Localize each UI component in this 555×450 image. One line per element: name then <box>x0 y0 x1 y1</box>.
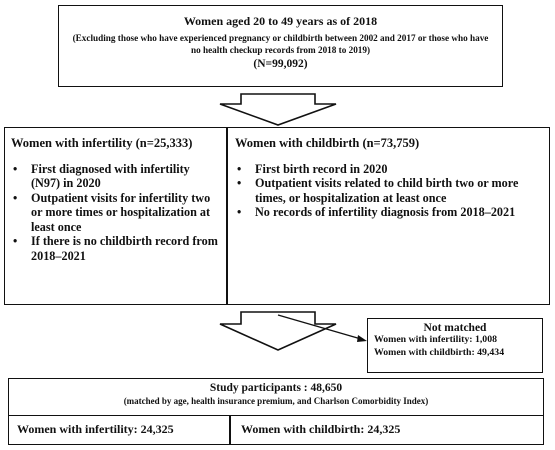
childbirth-criteria <box>235 162 545 220</box>
bullet: • <box>237 205 242 219</box>
population-exclusion-note: (Excluding those who have experienced pregnancy or childbirth between 2002 and 2017 or those who have no health checkup records from 2018 to 2019) <box>72 33 489 55</box>
bullet: • <box>237 176 242 190</box>
not-matched-title: Not matched <box>423 322 487 334</box>
infertility-criterion: • If there is no childbirth record from 2018–2021 <box>13 234 218 263</box>
study-participants-box <box>8 378 544 445</box>
study-infertility-count: Women with infertility: 24,325 <box>17 422 174 436</box>
study-childbirth-count: Women with childbirth: 24,325 <box>241 422 401 436</box>
not-matched-infertility: Women with infertility: 1,008 <box>374 334 497 345</box>
childbirth-criterion: • First birth record in 2020 <box>237 161 388 176</box>
childbirth-heading: Women with childbirth (n=73,759) <box>235 136 420 150</box>
infertility-criterion: • First diagnosed with infertility (N97) in 2020 <box>13 161 190 190</box>
down-arrow-2 <box>220 312 336 350</box>
infertility-criterion: • Outpatient visits for infertility two or more times or hospitalization at least once <box>13 190 211 234</box>
childbirth-group <box>235 128 545 220</box>
infertility-group <box>11 128 221 263</box>
population-count: (N=99,092) <box>253 58 308 70</box>
study-title: Study participants : 48,650 <box>209 382 343 394</box>
study-groups-divider <box>229 416 231 444</box>
not-matched-childbirth: Women with childbirth: 49,434 <box>374 346 505 358</box>
childbirth-criterion: • No records of infertility diagnosis from 2018–2021 <box>237 205 516 219</box>
not-matched-box <box>367 318 543 373</box>
bullet: • <box>13 234 18 248</box>
bullet: • <box>13 161 18 176</box>
down-arrow-1 <box>220 94 336 125</box>
not-matched-arrowhead <box>357 335 367 342</box>
bullet: • <box>237 161 242 176</box>
group-divider <box>226 128 228 304</box>
group-definition-box <box>4 127 550 305</box>
eligible-population-box <box>58 5 503 87</box>
study-groups-row <box>9 415 543 444</box>
population-title: Women aged 20 to 49 years as of 2018 <box>183 14 378 28</box>
study-matching-note: (matched by age, health insurance premium, and Charlson Comorbidity Index) <box>123 396 429 406</box>
childbirth-criterion: • Outpatient visits related to child birth two or more times, or hospitalization at least once <box>237 176 519 205</box>
infertility-heading: Women with infertility (n=25,333) <box>11 136 193 150</box>
infertility-criteria <box>11 162 221 264</box>
bullet: • <box>13 190 18 205</box>
